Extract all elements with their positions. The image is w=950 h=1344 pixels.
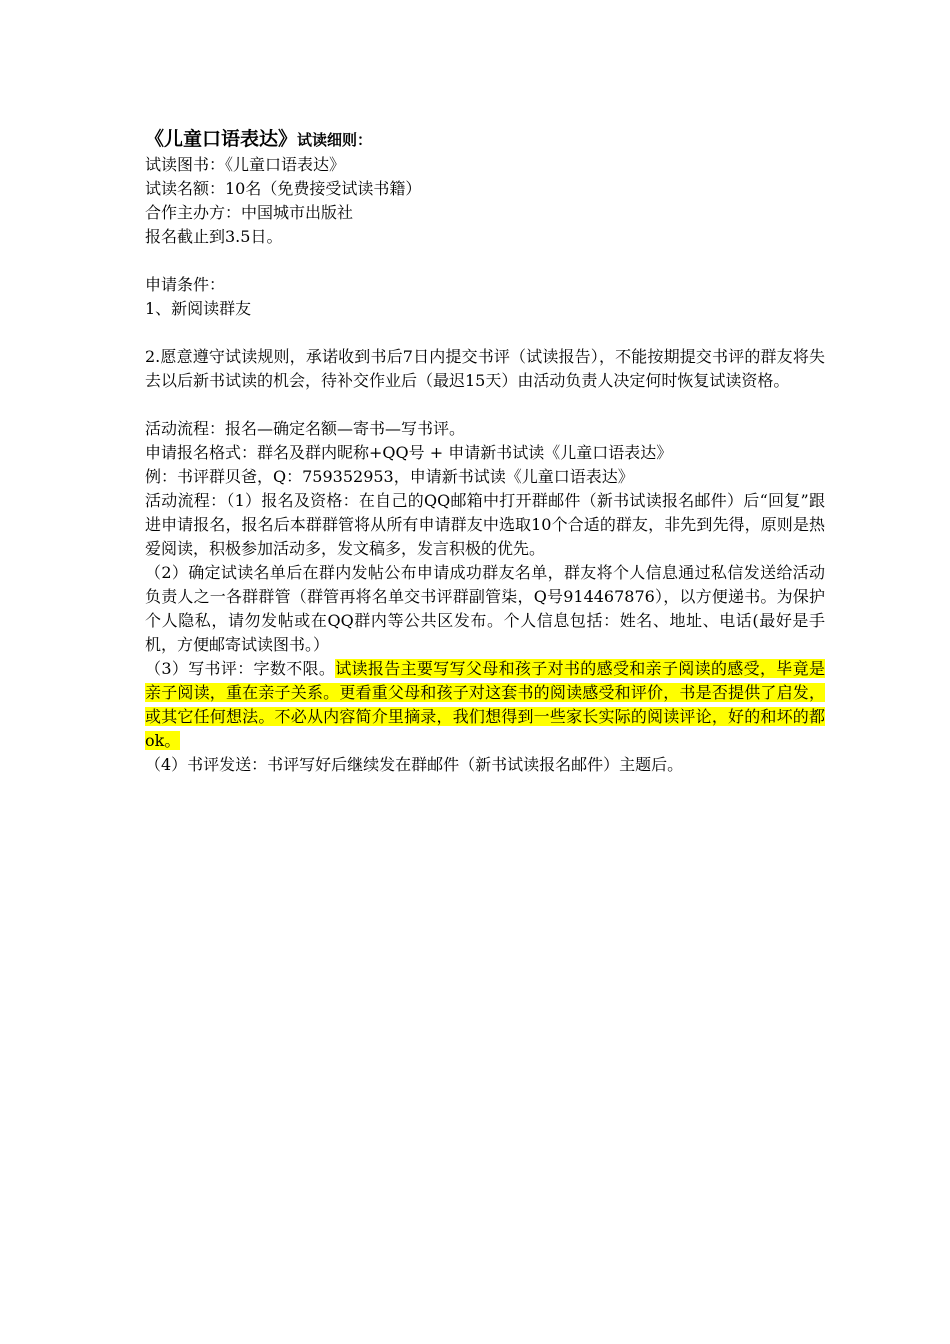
blank-line (145, 249, 825, 273)
info-book: 试读图书：《儿童口语表达》 (145, 155, 346, 174)
application-format: 申请报名格式：群名及群内昵称+QQ号 + 申请新书试读《儿童口语表达》 (145, 443, 673, 462)
condition-2: 2.愿意遵守试读规则，承诺收到书后7日内提交书评（试读报告），不能按期提交书评的群友将失去以后新书试读的机会，待补交作业后（最迟15天）由活动负责人决定何时恢复试读资格。 (145, 347, 825, 390)
info-organizer: 合作主办方：中国城市出版社 (145, 203, 354, 222)
application-example: 例：书评群贝爸，Q：759352953，申请新书试读《儿童口语表达》 (145, 467, 634, 486)
document-body (145, 126, 825, 777)
blank-line (145, 393, 825, 417)
step-3-highlighted-text: 试读报告主要写写父母和孩子对书的感受和亲子阅读的感受，毕竟是亲子阅读，重在亲子关系。更看重父母和孩子对这套书的阅读感受和评价，书是否提供了启发，或其它任何想法。不必从内容简介里摘录，我们想得到一些家长实际的阅读评论，好的和坏的都ok。 (145, 659, 825, 750)
info-quota: 试读名额：10名（免费接受试读书籍） (145, 179, 422, 198)
title-book-name: 《儿童口语表达》 (145, 128, 298, 150)
step-3-review (145, 657, 825, 753)
step-4-submission: （4）书评发送：书评写好后继续发在群邮件（新书试读报名邮件）主题后。 (145, 755, 684, 774)
step-3-plain-text: （3）写书评：字数不限。 (145, 659, 336, 678)
info-deadline: 报名截止到3.5日。 (145, 227, 283, 246)
step-2-confirmation: （2）确定试读名单后在群内发帖公布申请成功群友名单，群友将个人信息通过私信发送给活动负责人之一各群群管（群管再将名单交书评群副管柒，Q号914467876），以方便递书。为保护个人隐私，请勿发帖或在QQ群内等公共区发布。个人信息包括：姓名、地址、电话(最好是手机，方便邮寄试读图书。） (145, 563, 825, 654)
step-1-registration: 活动流程：（1）报名及资格：在自己的QQ邮箱中打开群邮件（新书试读报名邮件）后“回复”跟进申请报名，报名后本群群管将从所有申请群友中选取10个合适的群友，非先到先得，原则是热爱阅读，积极参加活动多，发文稿多，发言积极的优先。 (145, 491, 825, 558)
condition-1: 1、新阅读群友 (145, 299, 252, 318)
document-title (145, 126, 825, 153)
blank-line (145, 321, 825, 345)
conditions-heading: 申请条件： (145, 275, 226, 294)
title-suffix: 试读细则： (297, 131, 373, 149)
flow-summary: 活动流程：报名—确定名额—寄书—写书评。 (145, 419, 466, 438)
